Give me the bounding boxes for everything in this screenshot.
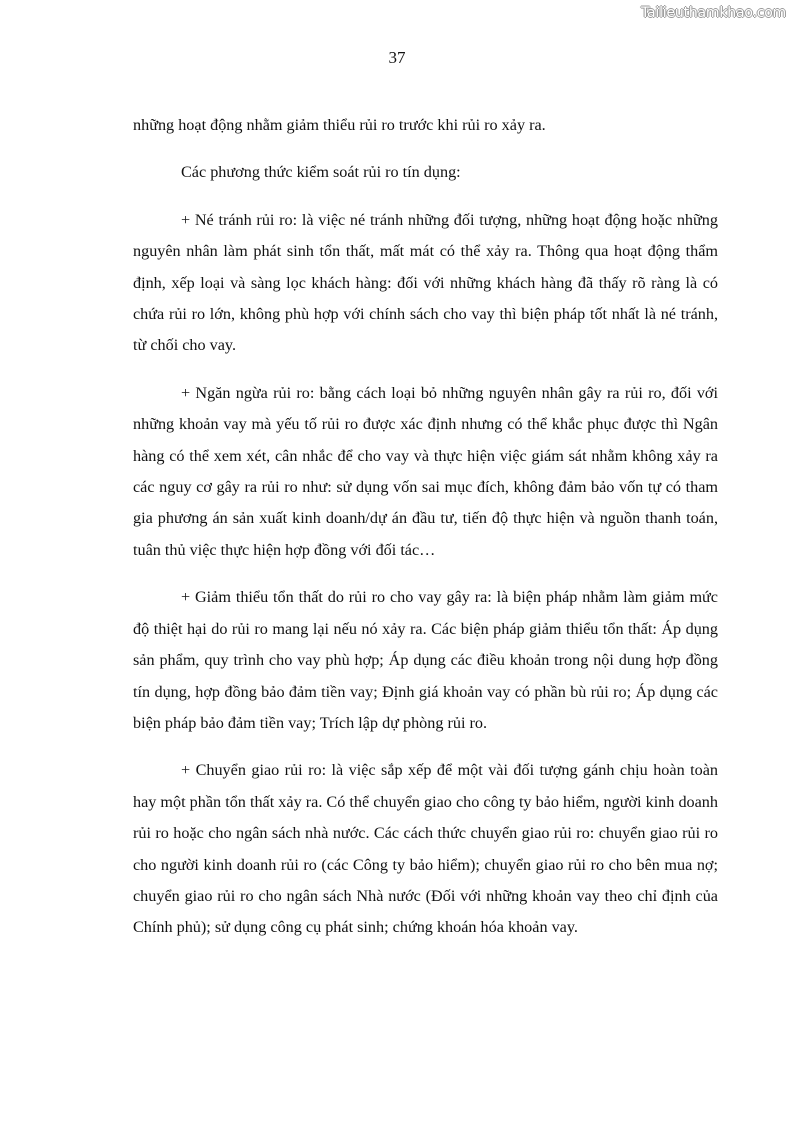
paragraph-loss-reduction: + Giảm thiểu tổn thất do rủi ro cho vay gây ra: là biện pháp nhằm làm giảm mức độ thiệt hại do rủi ro mang lại nếu nó xảy ra. Các biện pháp giảm thiểu tổn thất: Áp dụng sản phẩm, quy trình cho vay phù hợp; Áp dụng các điều khoản trong nội dung hợp đồng tín dụng, hợp đồng bảo đảm tiền vay; Định giá khoản vay có phần bù rủi ro; Áp dụng các biện pháp bảo đảm tiền vay; Trích lập dự phòng rủi ro. [133, 588, 718, 732]
paragraph-risk-transfer: + Chuyển giao rủi ro: là việc sắp xếp để một vài đối tượng gánh chịu hoàn toàn hay một phần tổn thất xảy ra. Có thể chuyển giao cho công ty bảo hiểm, người kinh doanh rủi ro hoặc cho ngân sách nhà nước. Các cách thức chuyển giao rủi ro: chuyển giao rủi ro cho người kinh doanh rủi ro (các Công ty bảo hiểm); chuyển giao rủi ro cho bên mua nợ; chuyển giao rủi ro cho ngân sách Nhà nước (Đối với những khoản vay theo chỉ định của Chính phủ); sử dụng công cụ phát sinh; chứng khoán hóa khoản vay. [133, 761, 718, 937]
paragraph-risk-avoidance: + Né tránh rủi ro: là việc né tránh những đối tượng, những hoạt động hoặc những nguyên nhân làm phát sinh tổn thất, mất mát có thể xảy ra. Thông qua hoạt động thẩm định, xếp loại và sàng lọc khách hàng: đối với những khách hàng đã thấy rõ ràng là có chứa rủi ro lớn, không phù hợp với chính sách cho vay thì biện pháp tốt nhất là né tránh, từ chối cho vay. [133, 210, 718, 355]
document-body [133, 110, 718, 960]
paragraph-continuation: những hoạt động nhằm giảm thiểu rủi ro trước khi rủi ro xảy ra. [133, 116, 546, 134]
page-number: 37 [388, 48, 406, 67]
watermark-text: Tailieuthamkhao.com [641, 5, 786, 21]
paragraph-risk-prevention: + Ngăn ngừa rủi ro: bằng cách loại bỏ những nguyên nhân gây ra rủi ro, đối với những khoản vay mà yếu tố rủi ro được xác định nhưng có thể khắc phục được thì Ngân hàng có thể xem xét, cân nhắc để cho vay và thực hiện việc giám sát nhằm không xảy ra các nguy cơ gây ra rủi ro như: sử dụng vốn sai mục đích, không đảm bảo vốn tự có tham gia phương án sản xuất kinh doanh/dự án đầu tư, tiến độ thực hiện và nguồn thanh toán, tuân thủ việc thực hiện hợp đồng với đối tác… [133, 383, 718, 559]
paragraph-methods-heading: Các phương thức kiểm soát rủi ro tín dụng: [181, 163, 461, 182]
